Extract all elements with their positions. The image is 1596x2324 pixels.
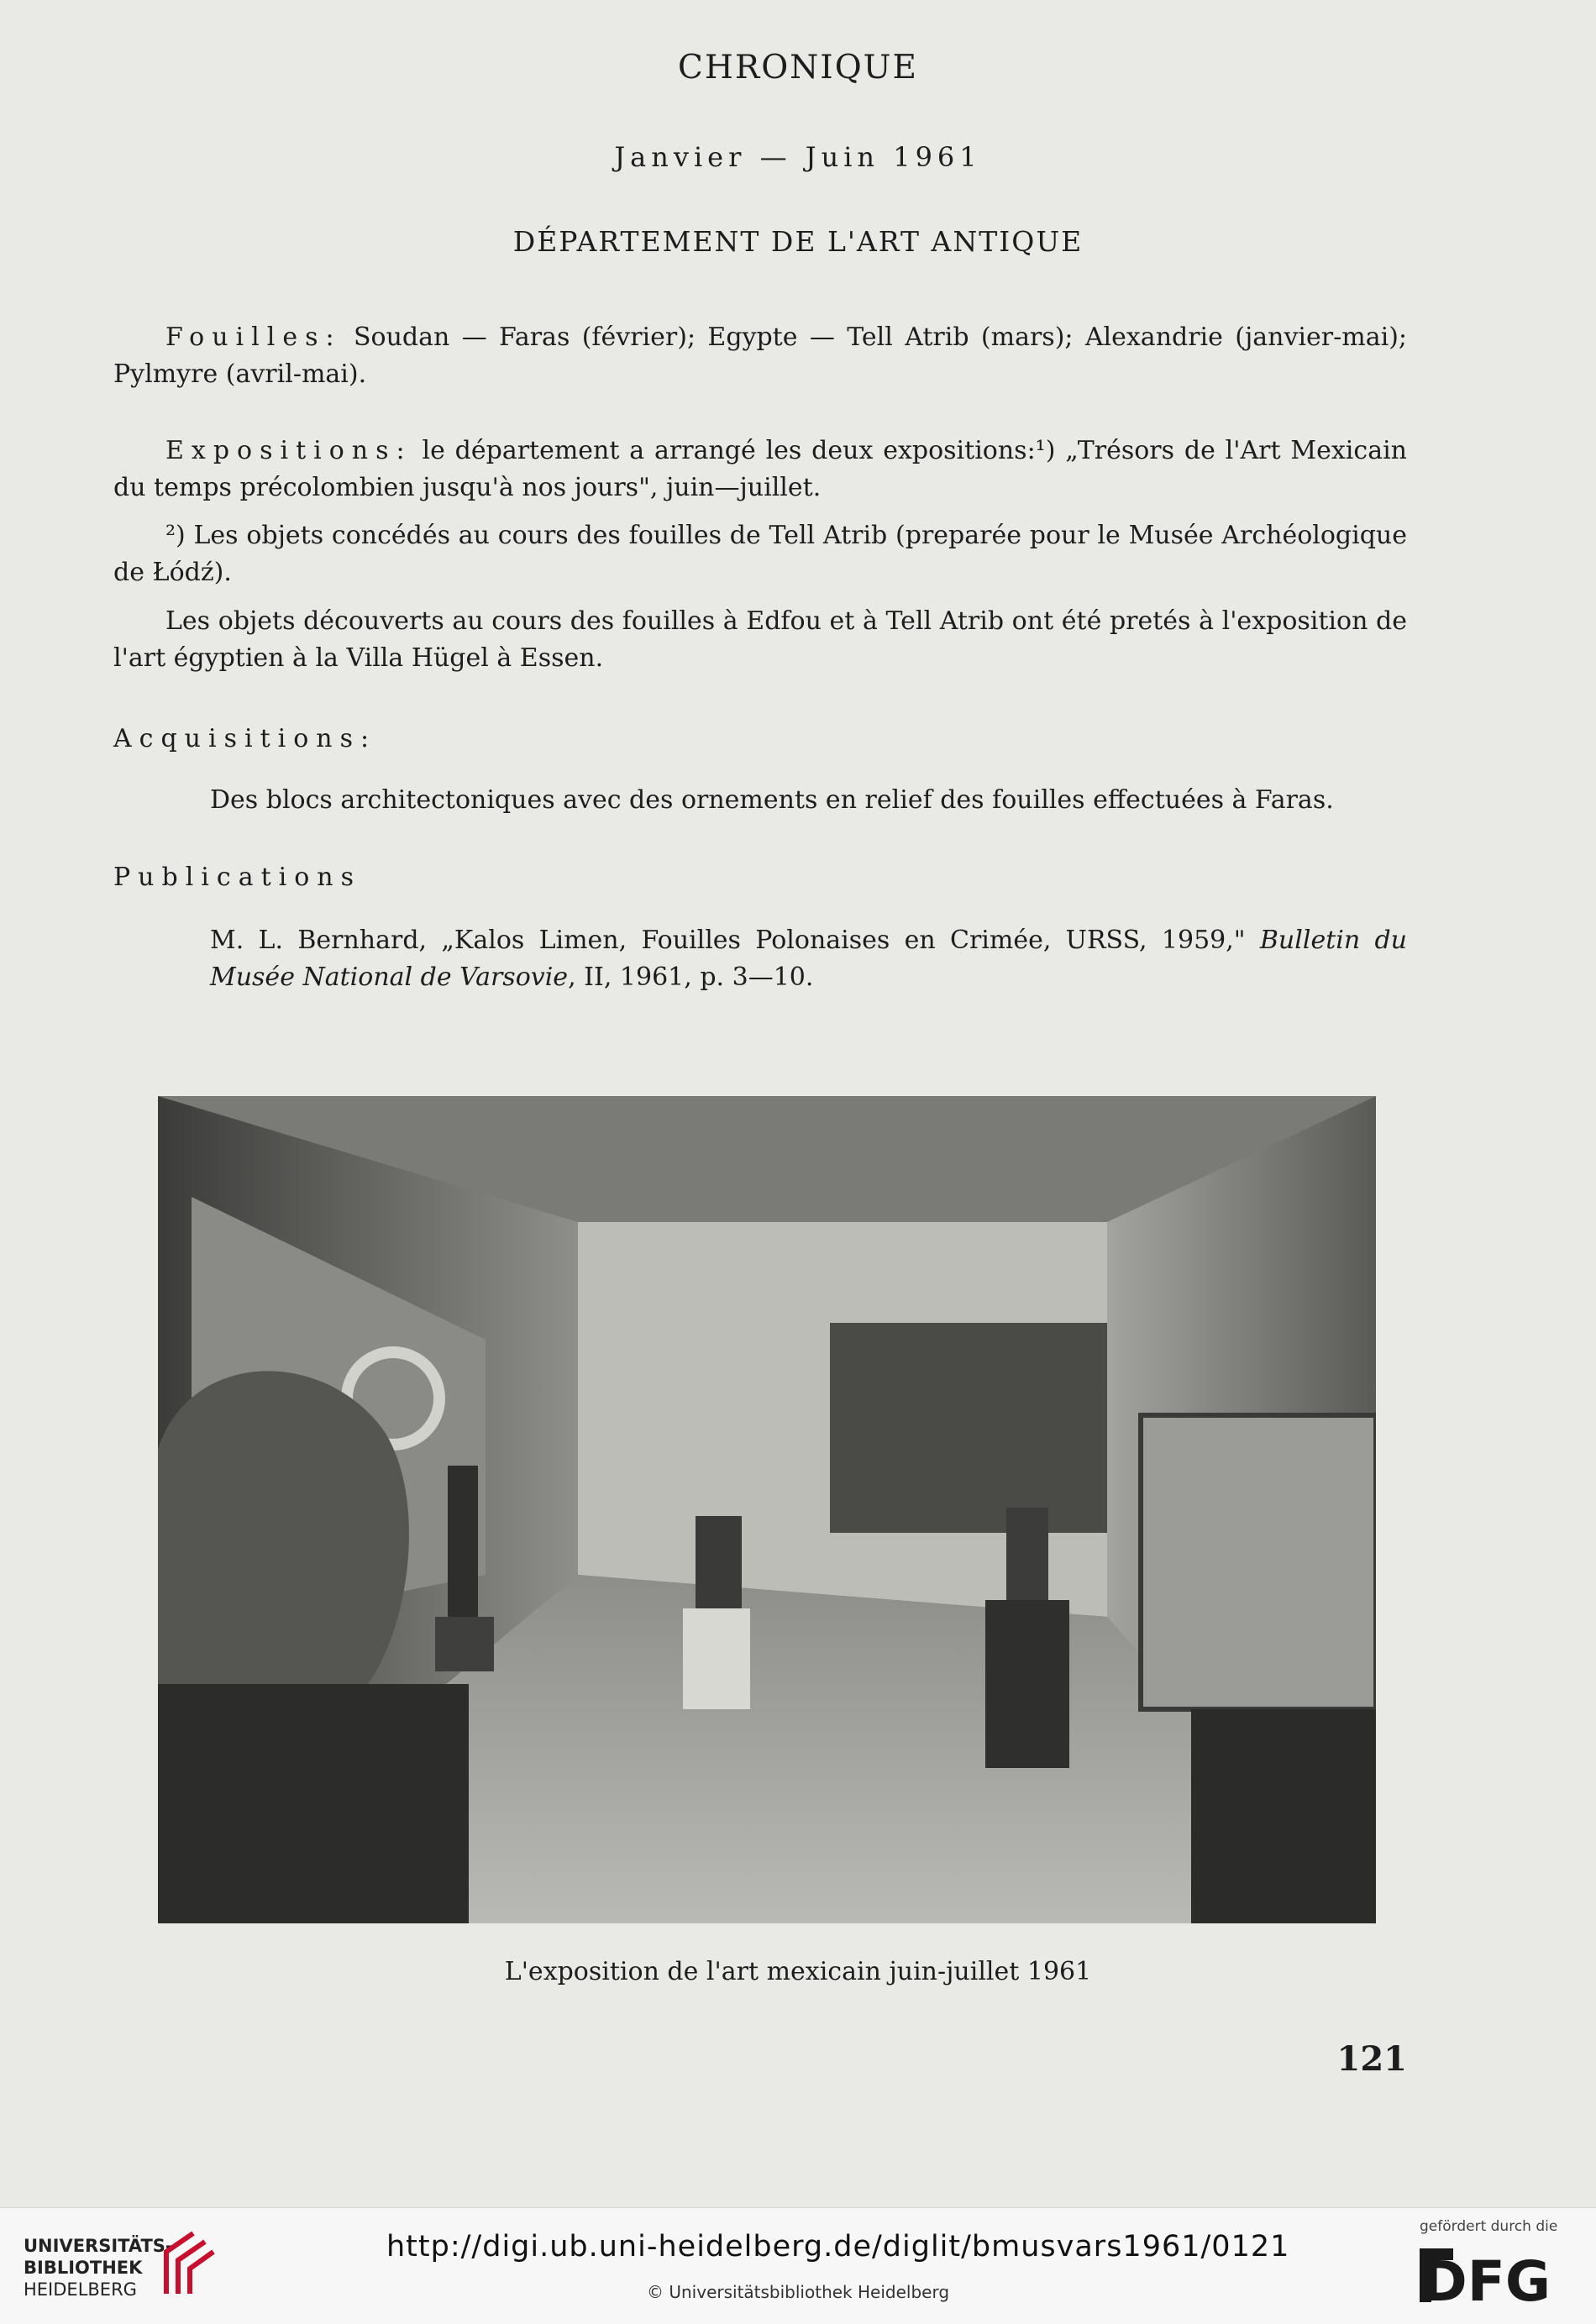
expositions-text: le département a arrangé les deux expositions:¹) „Trésors de l'Art Mexicain du temps précolombien jusqu'à nos jours", juin—juillet. (113, 436, 1407, 502)
display-case (1141, 1415, 1376, 1709)
stone-sculpture (158, 1371, 409, 1684)
publication-details: , II, 1961, p. 3—10. (568, 963, 814, 992)
exhibition-photo (158, 1096, 1376, 1923)
library-logo-icon (160, 2227, 218, 2306)
case-base (1191, 1709, 1376, 1923)
back-statue (1006, 1508, 1048, 1600)
library-name-line3: HEIDELBERG (24, 2279, 137, 2300)
standing-figure (448, 1466, 478, 1617)
photo-caption: L'exposition de l'art mexicain juin-juillet 1961 (504, 1957, 1092, 1986)
mural-back (830, 1323, 1107, 1533)
page-number: 121 (1336, 2039, 1407, 2079)
white-pedestal (683, 1608, 750, 1709)
publication-entry (210, 922, 1407, 996)
dark-pedestal (985, 1600, 1069, 1768)
dfg-logo (1420, 2242, 1579, 2312)
copyright-notice: © Universitätsbibliothek Heidelberg (647, 2282, 950, 2302)
expositions-paragraph (113, 433, 1407, 506)
department-heading: DÉPARTEMENT DE L'ART ANTIQUE (512, 225, 1084, 258)
library-name-line2: BIBLIOTHEK (24, 2258, 143, 2278)
publication-journal: Bulletin du Musée National de Varsovie (210, 926, 1408, 992)
publication-author-title: M. L. Bernhard, „Kalos Limen, Fouilles Polonaises en Crimée, URSS, 1959," (210, 926, 1260, 955)
figure-pedestal (435, 1617, 494, 1671)
seated-figure (696, 1516, 742, 1608)
document-url-link[interactable]: http://digi.ub.uni-heidelberg.de/diglit/bmusvars1961/0121 (386, 2230, 1290, 2264)
acquisitions-text: Des blocs architectoniques avec des ornements en relief des fouilles effectuées à Faras. (210, 785, 1334, 815)
acquisitions-heading: Acquisitions: (113, 724, 377, 753)
dfg-logo-text: DFG (1421, 2249, 1551, 2309)
library-name (24, 2235, 173, 2300)
expositions-label: Expositions: (165, 436, 412, 465)
fouilles-text: Soudan — Faras (février); Egypte — Tell Atrib (mars); Alexandrie (janvier-mai); Pylmyre (avril-mai). (113, 323, 1407, 389)
library-name-line1: UNIVERSITÄTS- (24, 2236, 173, 2256)
fouilles-paragraph (113, 319, 1407, 393)
period-heading: Janvier — Juin 1961 (614, 141, 982, 173)
fouilles-label: Fouilles: (165, 323, 342, 352)
footnote-paragraph: ²) Les objets concédés au cours des fouilles de Tell Atrib (preparée pour le Musée Archéologique de Łódź). (113, 521, 1407, 587)
digital-library-footer (0, 2207, 1596, 2324)
publications-heading: Publications (113, 863, 362, 892)
loan-paragraph: Les objets découverts au cours des fouilles à Edfou et à Tell Atrib ont été pretés à l'exposition de l'art égyptien à la Villa Hügel à Essen. (113, 606, 1407, 673)
sculpture-pedestal (158, 1684, 469, 1923)
funded-by-label: gefördert durch die (1420, 2218, 1558, 2235)
page-title: CHRONIQUE (677, 49, 919, 87)
exhibition-photo-drawing (158, 1096, 1376, 1923)
